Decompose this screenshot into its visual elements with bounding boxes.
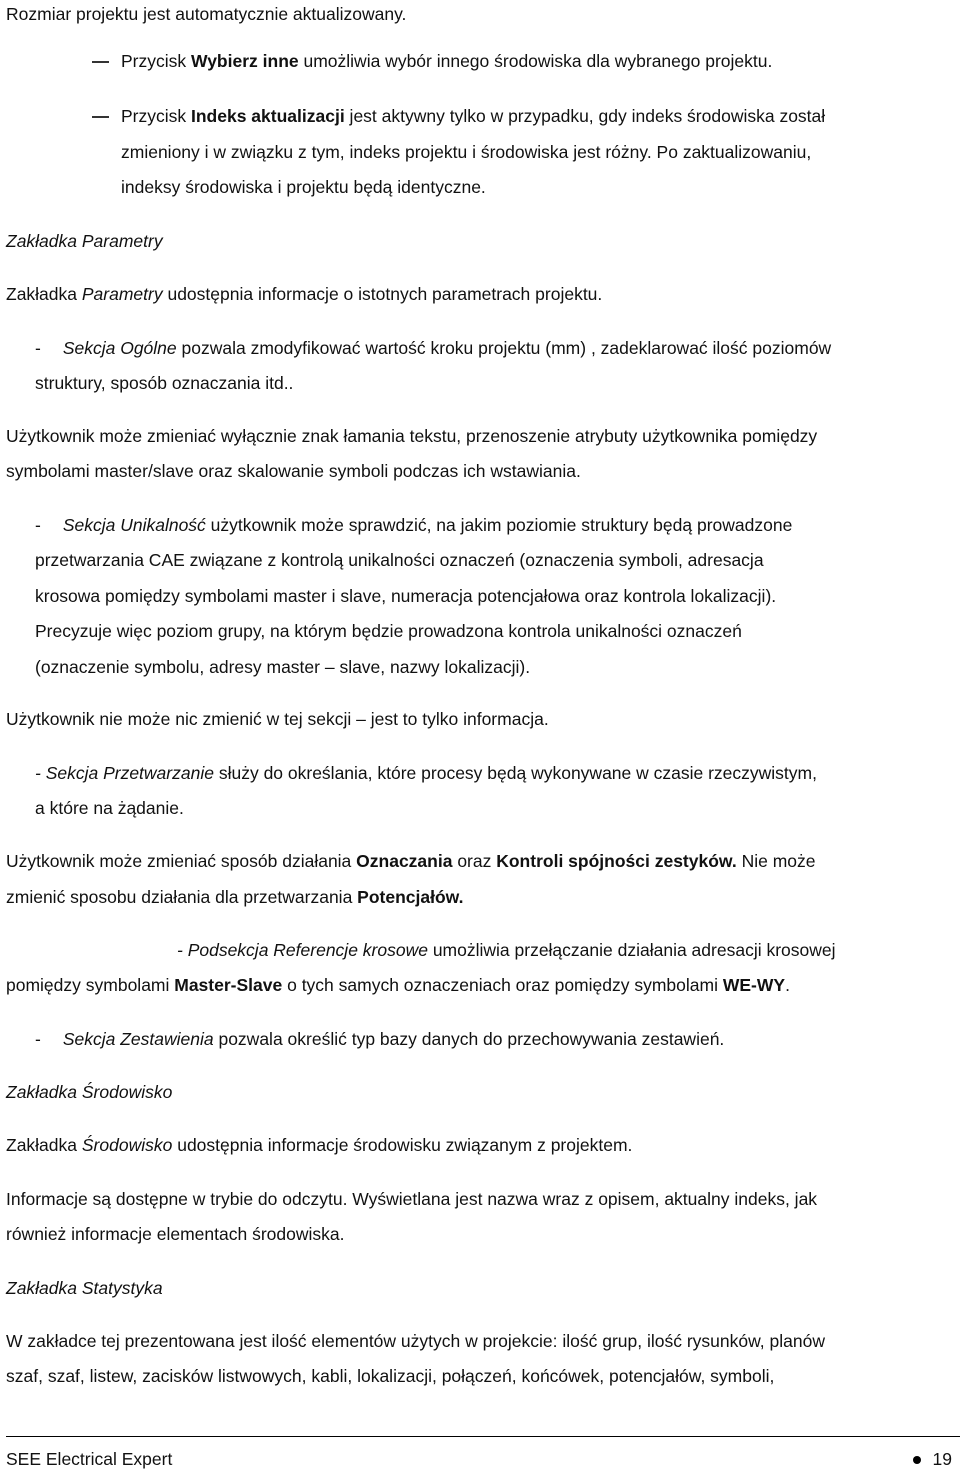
environment-info-line-2: również informacje elementach środowiska.	[6, 1224, 345, 1244]
list-dash	[92, 61, 109, 63]
text: udostępnia informacje środowisku związanym z projektem.	[172, 1135, 633, 1155]
heading-statistics-tab: Zakładka Statystyka	[6, 1278, 163, 1298]
list-dash	[92, 116, 109, 118]
subsection-cross-ref-line-2	[6, 975, 790, 995]
text: użytkownik może sprawdzić, na jakim poziomie struktury będą prowadzone	[205, 515, 793, 535]
user-cannot-paragraph: Użytkownik nie może nic zmienić w tej sekcji – jest to tylko informacja.	[6, 709, 549, 729]
text: jest aktywny tylko w przypadku, gdy indeks środowiska został	[344, 106, 826, 126]
index-update-item-line-2: zmieniony i w związku z tym, indeks projektu i środowiska jest różny. Po zaktualizowaniu,	[121, 142, 812, 162]
user-change-line-2: symbolami master/slave oraz skalowanie symboli podczas ich wstawiania.	[6, 461, 581, 481]
user-mode-line-2	[6, 887, 464, 907]
we-wy-term: WE-WY	[722, 975, 786, 995]
text: Użytkownik może zmieniać sposób działania	[6, 851, 357, 871]
marking-term: Oznaczania	[356, 851, 453, 871]
text: Przycisk	[121, 106, 191, 126]
list-dash: -	[35, 1029, 41, 1049]
list-dash: -	[35, 338, 41, 358]
text: Zakładka	[6, 284, 82, 304]
section-summaries-term: Sekcja Zestawienia	[62, 1029, 214, 1049]
page-number: 19	[932, 1449, 952, 1469]
bullet-icon	[913, 1456, 921, 1464]
index-update-item-line-1	[121, 106, 825, 126]
statistics-line-1: W zakładce tej prezentowana jest ilość elementów użytych w projekcie: ilość grup, ilość rysunków, planów	[6, 1331, 825, 1351]
section-general-line-1	[35, 338, 831, 358]
text: zmienić sposobu działania dla przetwarzania	[6, 887, 358, 907]
section-uniqueness-line-3: krosowa pomiędzy symbolami master i slave, numeracja potencjałowa oraz kontrola lokalizacji).	[35, 586, 777, 606]
text: o tych samych oznaczeniach oraz pomiędzy symbolami	[282, 975, 723, 995]
section-general-term: Sekcja Ogólne	[62, 338, 177, 358]
text: pozwala zmodyfikować wartość kroku projektu (mm) , zadeklarować ilość poziomów	[176, 338, 832, 358]
environment-intro	[6, 1135, 632, 1155]
list-dash: -	[35, 515, 41, 535]
text: pomiędzy symbolami	[6, 975, 175, 995]
section-processing-term: - Sekcja Przetwarzanie	[35, 763, 214, 783]
section-summaries	[35, 1029, 724, 1049]
text: Zakładka	[6, 1135, 82, 1155]
potentials-term: Potencjałów.	[357, 887, 464, 907]
parameters-term: Parametry	[81, 284, 163, 304]
section-processing-line-1	[35, 763, 817, 783]
footer-page	[913, 1449, 952, 1469]
environment-term: Środowisko	[81, 1135, 173, 1155]
text: Przycisk	[121, 51, 191, 71]
section-uniqueness-line-2: przetwarzania CAE związane z kontrolą unikalności oznaczeń (oznaczenia symboli, adresacja	[35, 550, 764, 570]
text: umożliwia przełączanie działania adresacji krosowej	[427, 940, 836, 960]
heading-environment-tab: Zakładka Środowisko	[6, 1082, 173, 1102]
index-update-term: Indeks aktualizacji	[191, 106, 345, 126]
text: umożliwia wybór innego środowiska dla wybranego projektu.	[298, 51, 773, 71]
section-processing-line-2: a które na żądanie.	[35, 798, 184, 818]
subsection-cross-ref-line-1	[177, 940, 836, 960]
text: udostępnia informacje o istotnych parametrach projektu.	[162, 284, 603, 304]
text: .	[785, 975, 790, 995]
section-uniqueness-line-5: (oznaczenie symbolu, adresy master – slave, nazwy lokalizacji).	[35, 657, 531, 677]
size-info-paragraph: Rozmiar projektu jest automatycznie aktualizowany.	[6, 4, 407, 24]
section-general-line-2: struktury, sposób oznaczania itd..	[35, 373, 294, 393]
master-slave-term: Master-Slave	[174, 975, 283, 995]
text: służy do określania, które procesy będą wykonywane w czasie rzeczywistym,	[213, 763, 817, 783]
section-uniqueness-line-1	[35, 515, 792, 535]
index-update-item-line-3: indeksy środowiska i projektu będą identyczne.	[121, 177, 486, 197]
section-uniqueness-term: Sekcja Unikalność	[62, 515, 206, 535]
statistics-line-2: szaf, szaf, listew, zacisków listwowych, kabli, lokalizacji, połączeń, końcówek, potencjałów, symboli,	[6, 1366, 775, 1386]
footer-title: SEE Electrical Expert	[6, 1449, 173, 1469]
parameters-intro	[6, 284, 602, 304]
user-mode-line-1	[6, 851, 816, 871]
environment-info-line-1: Informacje są dostępne w trybie do odczytu. Wyświetlana jest nazwa wraz z opisem, aktualny indeks, jak	[6, 1189, 818, 1209]
subsection-cross-ref-term: - Podsekcja Referencje krosowe	[177, 940, 428, 960]
text: pozwala określić typ bazy danych do przechowywania zestawień.	[213, 1029, 725, 1049]
choose-other-term: Wybierz inne	[191, 51, 299, 71]
section-uniqueness-line-4: Precyzuje więc poziom grupy, na którym będzie prowadzona kontrola unikalności oznaczeń	[35, 621, 742, 641]
footer-rule	[6, 1436, 960, 1437]
user-change-line-1: Użytkownik może zmieniać wyłącznie znak łamania tekstu, przenoszenie atrybuty użytkownika pomiędzy	[6, 426, 818, 446]
contact-consistency-term: Kontroli spójności zestyków.	[496, 851, 737, 871]
text: Nie może	[736, 851, 816, 871]
text: oraz	[452, 851, 497, 871]
heading-parameters-tab: Zakładka Parametry	[6, 231, 163, 251]
choose-other-item	[121, 51, 772, 71]
